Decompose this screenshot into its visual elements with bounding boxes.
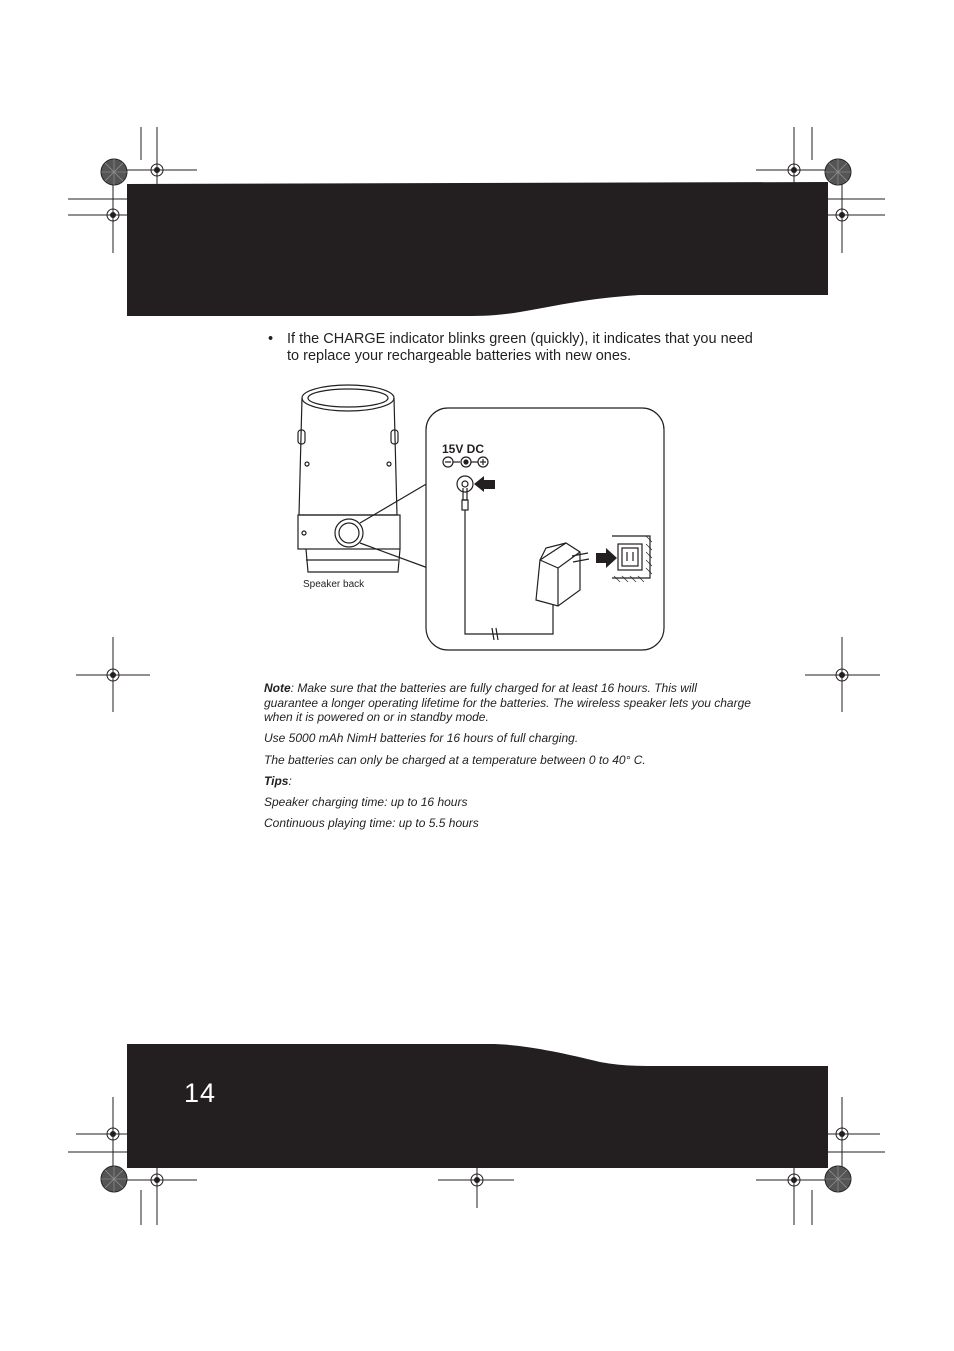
note-text: : Make sure that the batteries are fully charged for at least 16 hours. This will guarantee a longer operating lifetime for the batteries. The wireless speaker lets you charge when it is powered on or in standby mode. (264, 681, 751, 725)
note-label: Note (264, 681, 291, 695)
charge-indicator-bullet: If the CHARGE indicator blinks green (quickly), it indicates that you need to replace your rechargeable batteries with new ones. (287, 331, 753, 364)
notes-section (264, 681, 754, 837)
registration-dots (110, 167, 845, 1183)
temperature-line: The batteries can only be charged at a temperature between 0 to 40° C. (264, 752, 646, 767)
speaker-body (299, 398, 397, 515)
speaker-base (298, 515, 400, 549)
dc-jack-label: 15V DC (442, 442, 485, 456)
figure-caption: Speaker back (303, 579, 365, 590)
page-number: 14 (184, 1078, 217, 1108)
header-band (127, 182, 828, 316)
charging-illustration (298, 385, 664, 650)
tips-label: Tips (264, 773, 289, 788)
footer-band (127, 1044, 828, 1168)
tips-suffix: : (288, 773, 292, 788)
tip-item: Speaker charging time: up to 16 hours (264, 794, 468, 809)
tip-item: Continuous playing time: up to 5.5 hours (264, 816, 479, 831)
battery-line: Use 5000 mAh NimH batteries for 16 hours of full charging. (264, 731, 579, 746)
note-paragraph (264, 681, 754, 725)
tips-heading (264, 774, 754, 789)
bullet-marker: • (268, 331, 274, 347)
